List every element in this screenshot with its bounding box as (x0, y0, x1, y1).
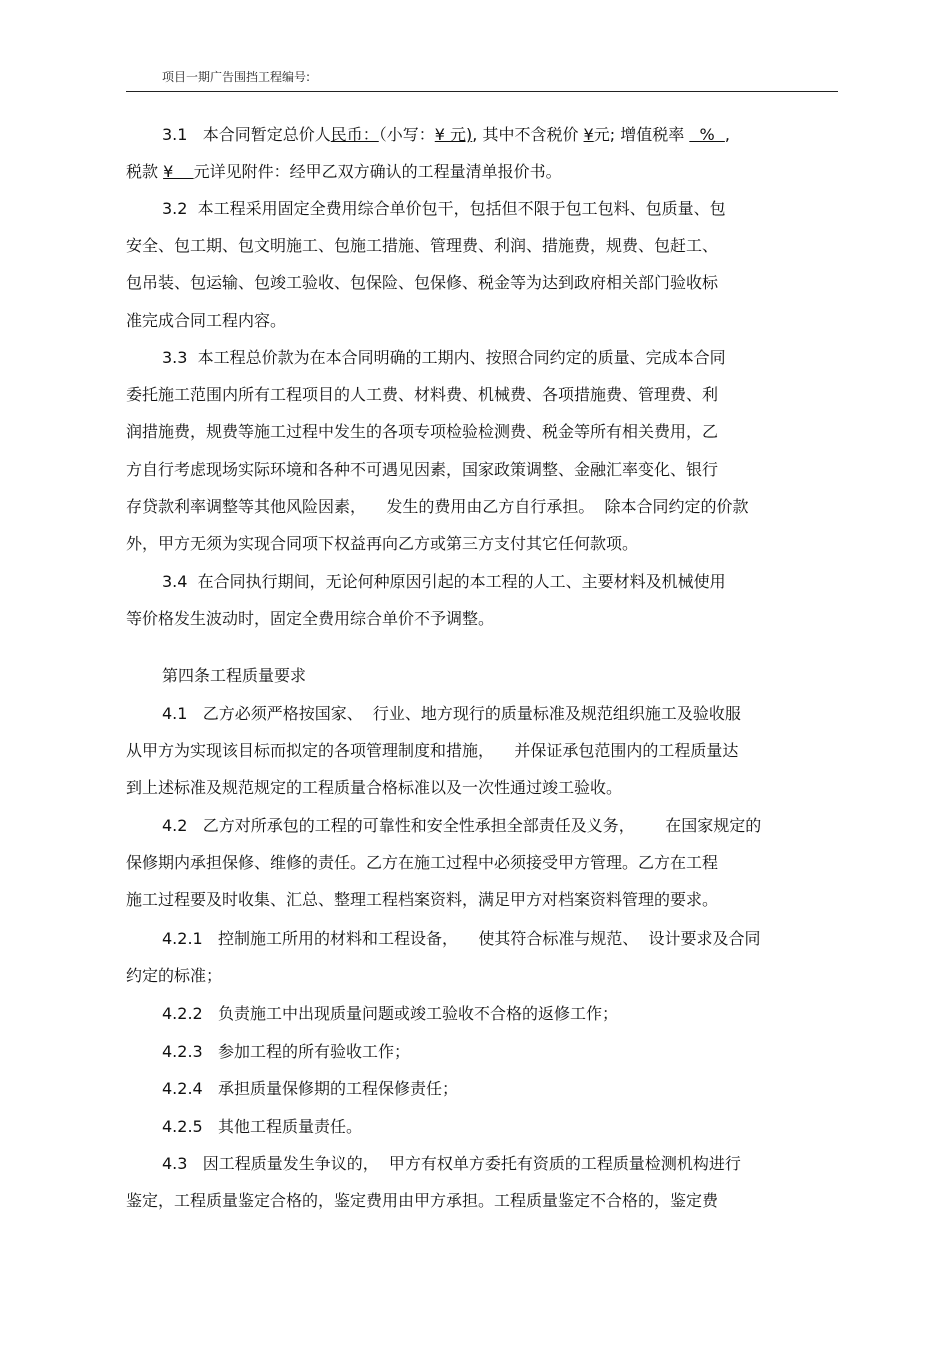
clause-text: 乙方对所承包的工程的可靠性和安全性承担全部责任及义务， 在国家规定的 (202, 816, 762, 835)
clause-text: 因工程质量发生争议的， 甲方有权单方委托有资质的工程质量检测机构进行 (202, 1154, 741, 1173)
clause-text: 税款 (126, 162, 164, 181)
clause-text: 元; 增值税率 (593, 125, 690, 144)
clause-number: 4.3 (162, 1154, 188, 1173)
clause-text: 控制施工所用的材料和工程设备， 使其符合标准与规范、 设计要求及合同 (217, 929, 761, 948)
clause-text: 包吊装、包运输、包竣工验收、包保险、包保修、税金等为达到政府相关部门验收标 (126, 273, 719, 292)
clause-text: 在合同执行期间，无论何种原因引起的本工程的人工、主要材料及机械使用 (197, 572, 726, 591)
clause-text: 约定的标准； (126, 966, 223, 985)
clause-text: 本工程采用固定全费用综合单价包干，包括但不限于包工包料、包质量、包 (197, 199, 726, 218)
clause-text: 从甲方为实现该目标而拟定的各项管理制度和措施， 并保证承包范围内的工程质量达 (126, 741, 739, 760)
clause-number: 3.4 (162, 572, 188, 591)
clause-text: 其他工程质量责任。 (217, 1117, 362, 1136)
clause-4-2-5 (162, 1116, 362, 1138)
clause-text: 保修期内承担保修、维修的责任。乙方在施工过程中必须接受甲方管理。乙方在工程 (126, 853, 719, 872)
clause-number: 4.1 (162, 704, 188, 723)
total-price-figure-field: ¥ 元) (434, 125, 473, 144)
clause-4-2-2 (162, 1003, 618, 1025)
clause-text: 委托施工范围内所有工程项目的人工费、材料费、机械费、各项措施费、管理费、利 (126, 385, 719, 404)
clause-4-3-line-1 (162, 1153, 741, 1175)
clause-text: 负责施工中出现质量问题或竣工验收不合格的返修工作； (217, 1004, 618, 1023)
clause-number: 4.2.2 (162, 1004, 203, 1023)
tax-amount-field: ¥ (163, 162, 194, 181)
clause-number: 3.2 (162, 199, 188, 218)
article-4-title: 第四条工程质量要求 (162, 666, 307, 685)
clause-4-1-line-1 (162, 703, 741, 725)
clause-text: , 其中不含税价 (472, 125, 584, 144)
clause-text: 鉴定，工程质量鉴定合格的，鉴定费用由甲方承担。工程质量鉴定不合格的，鉴定费 (126, 1191, 719, 1210)
total-price-rmb-field: 民币： (330, 125, 379, 144)
clause-text: 到上述标准及规范规定的工程质量合格标准以及一次性通过竣工验收。 (126, 778, 623, 797)
clause-text: 参加工程的所有验收工作； (217, 1042, 410, 1061)
clause-number: 4.2.1 (162, 929, 203, 948)
clause-text: 元详见附件：经甲乙双方确认的工程量清单报价书。 (193, 162, 562, 181)
clause-text: 准完成合同工程内容。 (126, 311, 287, 330)
clause-text: 等价格发生波动时，固定全费用综合单价不予调整。 (126, 609, 495, 628)
price-excl-tax-field: ¥ (583, 125, 594, 144)
clause-number: 4.2.5 (162, 1117, 203, 1136)
clause-3-4-line-1 (162, 571, 726, 593)
clause-4-2-3 (162, 1041, 410, 1063)
clause-number: 4.2.4 (162, 1079, 203, 1098)
clause-text: 本合同暂定总价人 (202, 125, 331, 144)
clause-3-3-line-1 (162, 347, 726, 369)
clause-text: 润措施费，规费等施工过程中发生的各项专项检验检测费、税金等所有相关费用，乙 (126, 422, 719, 441)
clause-number: 4.2.3 (162, 1042, 203, 1061)
clause-text: 施工过程要及时收集、汇总、整理工程档案资料，满足甲方对档案资料管理的要求。 (126, 890, 719, 909)
clause-number: 3.3 (162, 348, 188, 367)
clause-3-1-line-2 (126, 161, 562, 183)
clause-4-2-line-1 (162, 815, 761, 837)
clause-4-2-4 (162, 1078, 458, 1100)
clause-3-1-line-1 (162, 124, 730, 146)
clause-text: 承担质量保修期的工程保修责任； (217, 1079, 458, 1098)
clause-text: 乙方必须严格按国家、 行业、地方现行的质量标准及规范组织施工及验收服 (202, 704, 741, 723)
clause-number: 3.1 (162, 125, 188, 144)
clause-3-2-line-1 (162, 198, 726, 220)
clause-text: （小写： (378, 125, 435, 144)
clause-4-2-1-line-1 (162, 928, 761, 950)
clause-text: 存贷款利率调整等其他风险因素， 发生的费用由乙方自行承担。 除本合同约定的价款 (126, 497, 749, 516)
clause-text: 方自行考虑现场实际环境和各种不可遇见因素，国家政策调整、金融汇率变化、银行 (126, 460, 719, 479)
project-number-label: 项目一期广告围挡工程编号: (162, 70, 311, 84)
clause-text: 外，甲方无须为实现合同项下权益再向乙方或第三方支付其它任何款项。 (126, 534, 639, 553)
clause-text: 本工程总价款为在本合同明确的工期内、按照合同约定的质量、完成本合同 (197, 348, 726, 367)
header-divider (126, 91, 838, 92)
vat-rate-field: % (689, 125, 725, 144)
clause-text: 安全、包工期、包文明施工、包施工措施、管理费、利润、措施费，规费、包赶工、 (126, 236, 719, 255)
clause-number: 4.2 (162, 816, 188, 835)
clause-text: , (724, 125, 730, 144)
